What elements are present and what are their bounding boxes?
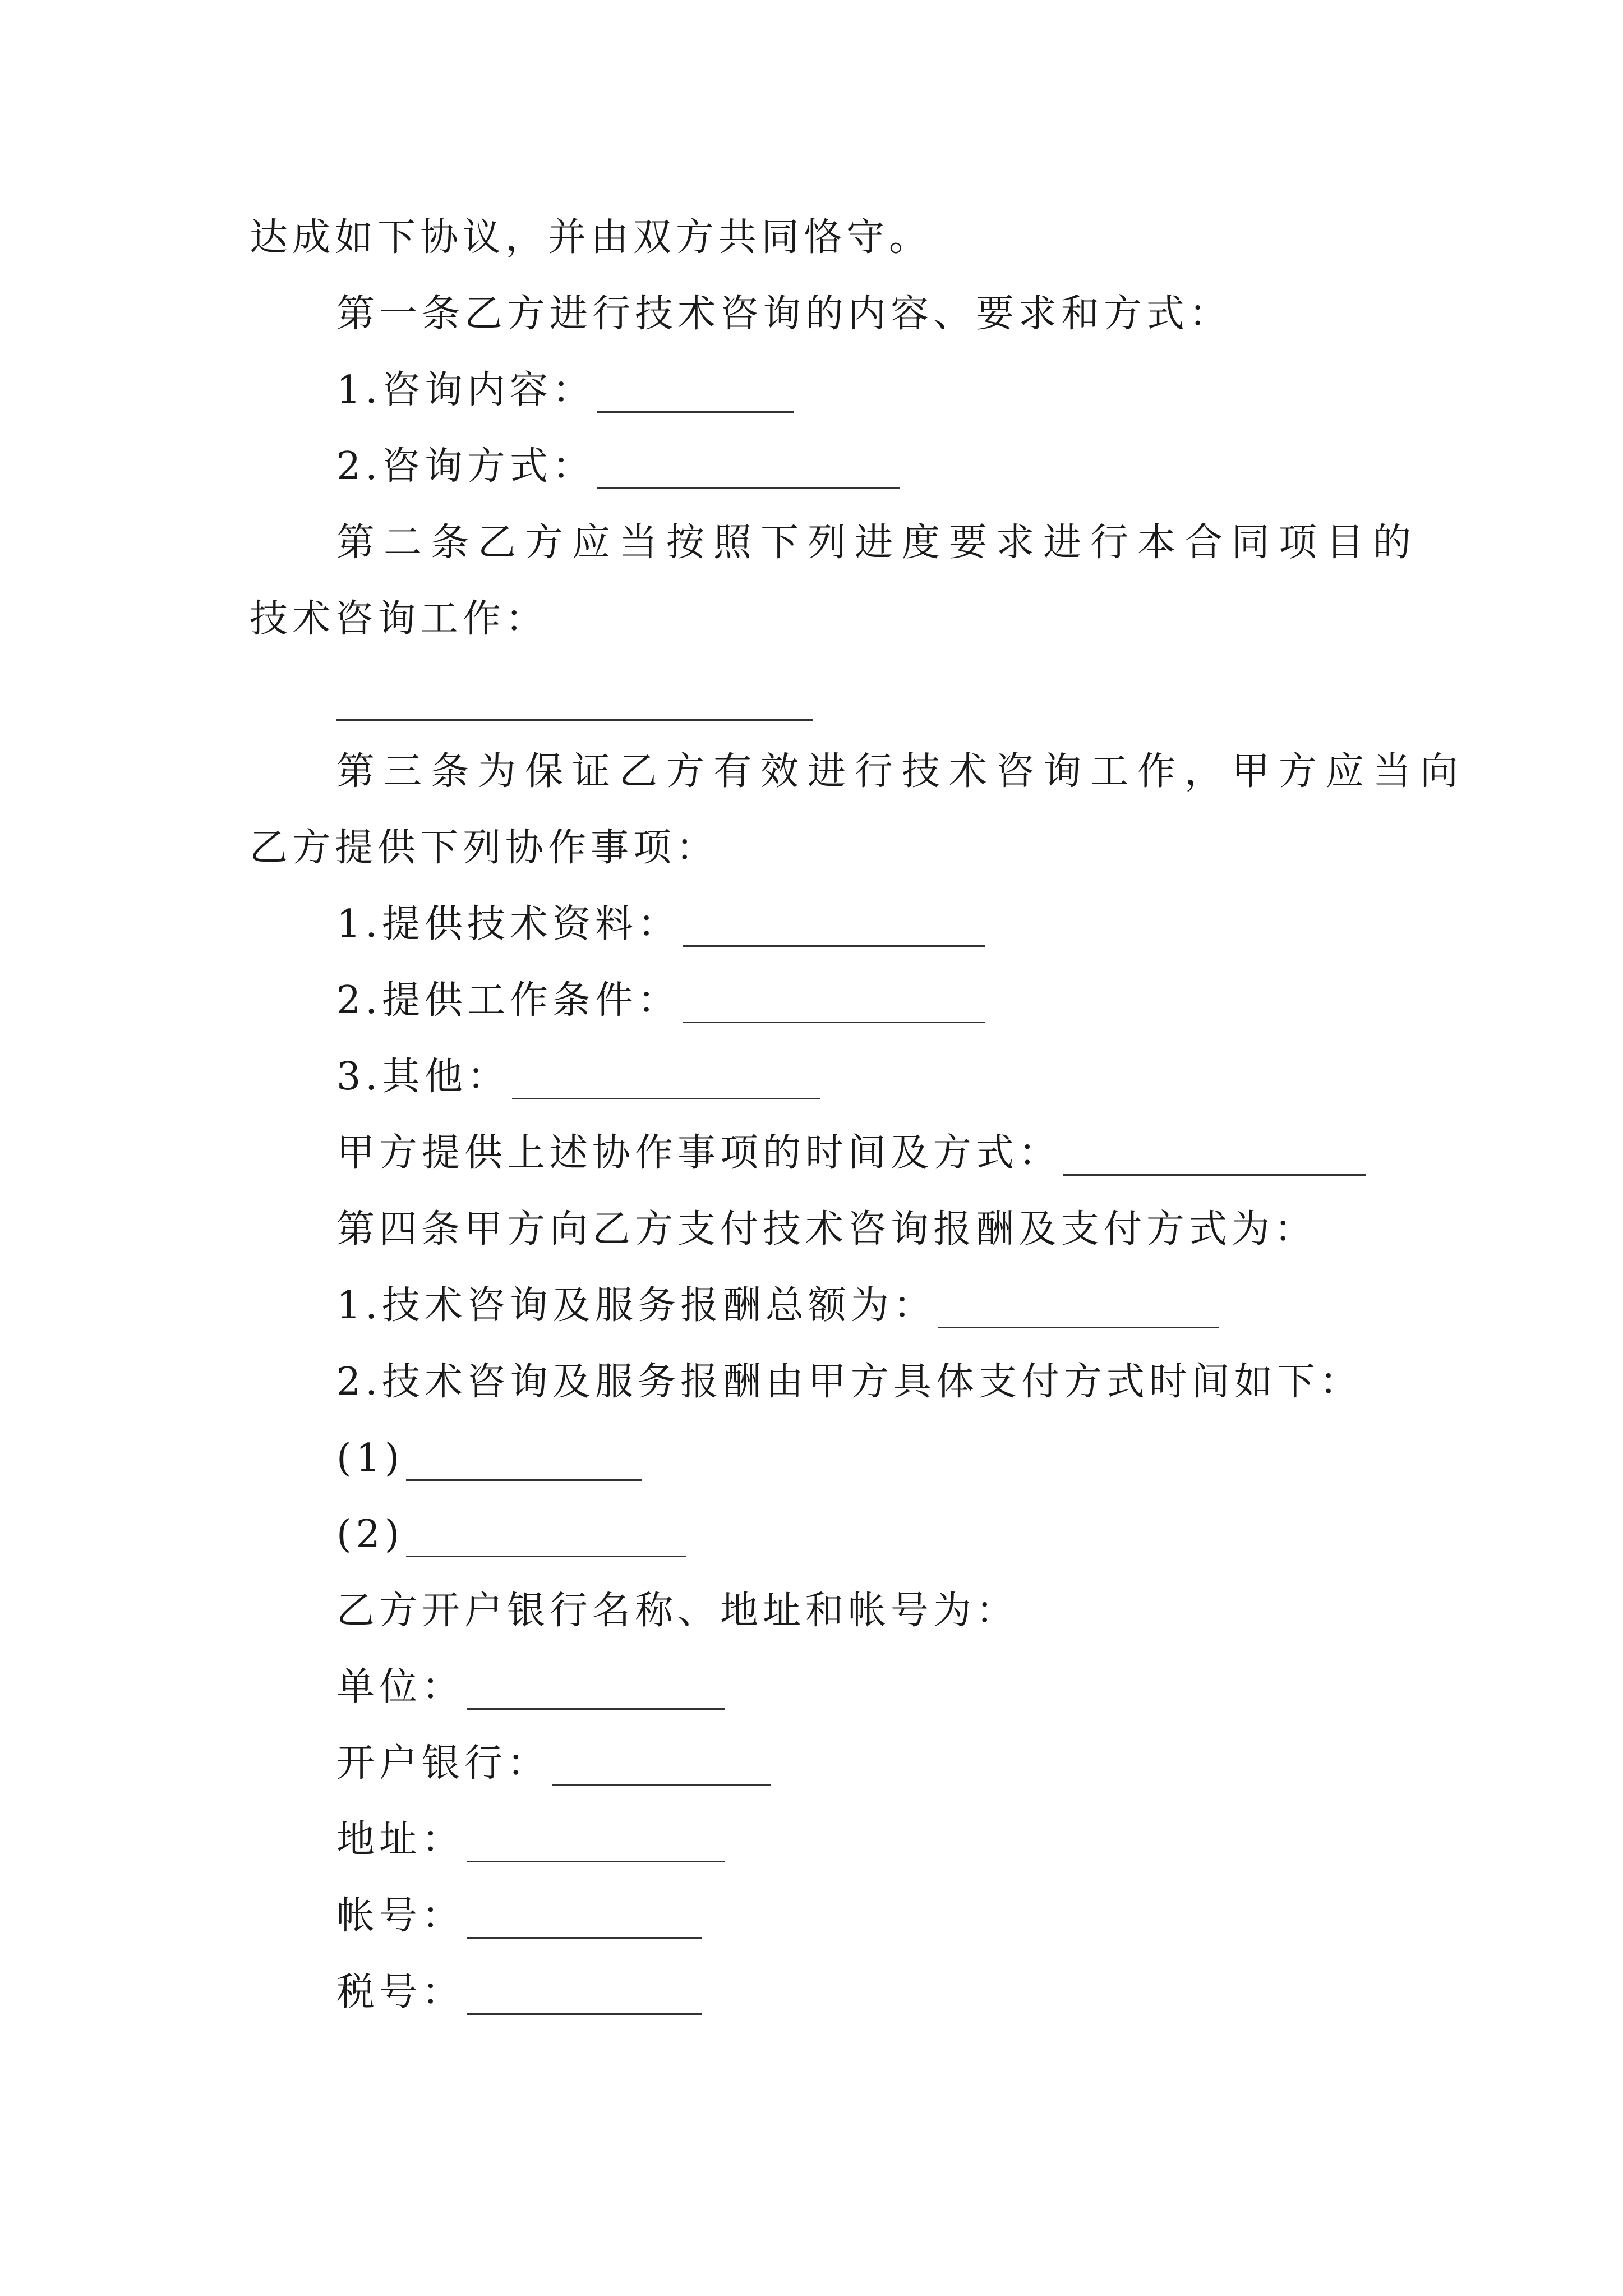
field-label: 2.提供工作条件： [336,978,680,1023]
payment-item-2-blank[interactable] [406,1522,686,1557]
account-number-field [336,1894,702,1939]
article-4-heading [336,1207,1317,1252]
field-label: 1.技术咨询及服务报酬总额为： [336,1283,936,1328]
bank-name-field [336,1741,771,1786]
article-3-heading [336,749,1467,794]
field-label: 1.咨询内容： [336,368,595,412]
consult-content-blank[interactable] [597,378,794,413]
line-text: 乙方提供下列协作事项： [250,826,719,870]
total-fee-field [336,1283,1219,1328]
address-field [336,1818,725,1862]
tech-materials-blank[interactable] [683,912,985,947]
payment-item-2 [336,1512,686,1557]
field-label: 单位： [336,1665,465,1709]
article-3-continuation [250,826,718,871]
work-conditions-blank[interactable] [683,988,985,1023]
article-2-continuation [250,597,548,642]
unit-blank[interactable] [467,1674,725,1710]
line-text: 第二条乙方应当按照下列进度要求进行本合同项目的 [336,521,1421,565]
consult-method-blank[interactable] [597,454,900,489]
field-label: 3.其他： [336,1055,510,1099]
line-text: 第三条为保证乙方有效进行技术咨询工作，甲方应当向 [336,749,1468,794]
schedule-blank[interactable] [336,719,813,721]
cooperation-time-blank[interactable] [1063,1140,1366,1176]
field-label: 1.提供技术资料： [336,902,680,946]
line-text: 乙方开户银行名称、地址和帐号为： [336,1589,1019,1633]
unit-field [336,1665,725,1710]
other-field [336,1055,820,1099]
line-text: 技术咨询工作： [250,597,548,641]
other-blank[interactable] [512,1064,820,1099]
payment-item-1 [336,1436,642,1481]
consult-content-field [336,368,794,413]
line-text: 第一条乙方进行技术咨询的内容、要求和方式： [336,292,1232,336]
payment-item-1-blank[interactable] [406,1446,642,1481]
agreement-intro-line [250,215,932,260]
line-text: 2.技术咨询及服务报酬由甲方具体支付方式时间如下： [336,1360,1362,1404]
field-label: 帐号： [336,1894,465,1938]
field-label: 开户银行： [336,1741,550,1786]
tax-number-blank[interactable] [467,1980,702,2015]
address-blank[interactable] [467,1827,725,1862]
item-number: (2) [336,1512,404,1557]
cooperation-time-field [336,1131,1366,1176]
field-label: 2.咨询方式： [336,444,595,489]
line-text: 达成如下协议，并由双方共同恪守。 [250,215,932,260]
field-label: 甲方提供上述协作事项的时间及方式： [336,1131,1062,1175]
line-text: 第四条甲方向乙方支付技术咨询报酬及支付方式为： [336,1207,1317,1251]
account-number-blank[interactable] [467,1903,702,1939]
payment-method-line [336,1360,1362,1405]
bank-info-heading [336,1589,1018,1634]
article-1-heading [336,292,1232,337]
article-2-heading [336,521,1420,565]
total-fee-blank[interactable] [938,1293,1219,1328]
tech-materials-field [336,902,985,947]
work-conditions-field [336,978,985,1023]
field-label: 税号： [336,1970,465,2014]
item-number: (1) [336,1436,404,1480]
consult-method-field [336,444,900,489]
tax-number-field [336,1970,702,2015]
field-label: 地址： [336,1818,465,1862]
bank-name-blank[interactable] [552,1751,771,1786]
